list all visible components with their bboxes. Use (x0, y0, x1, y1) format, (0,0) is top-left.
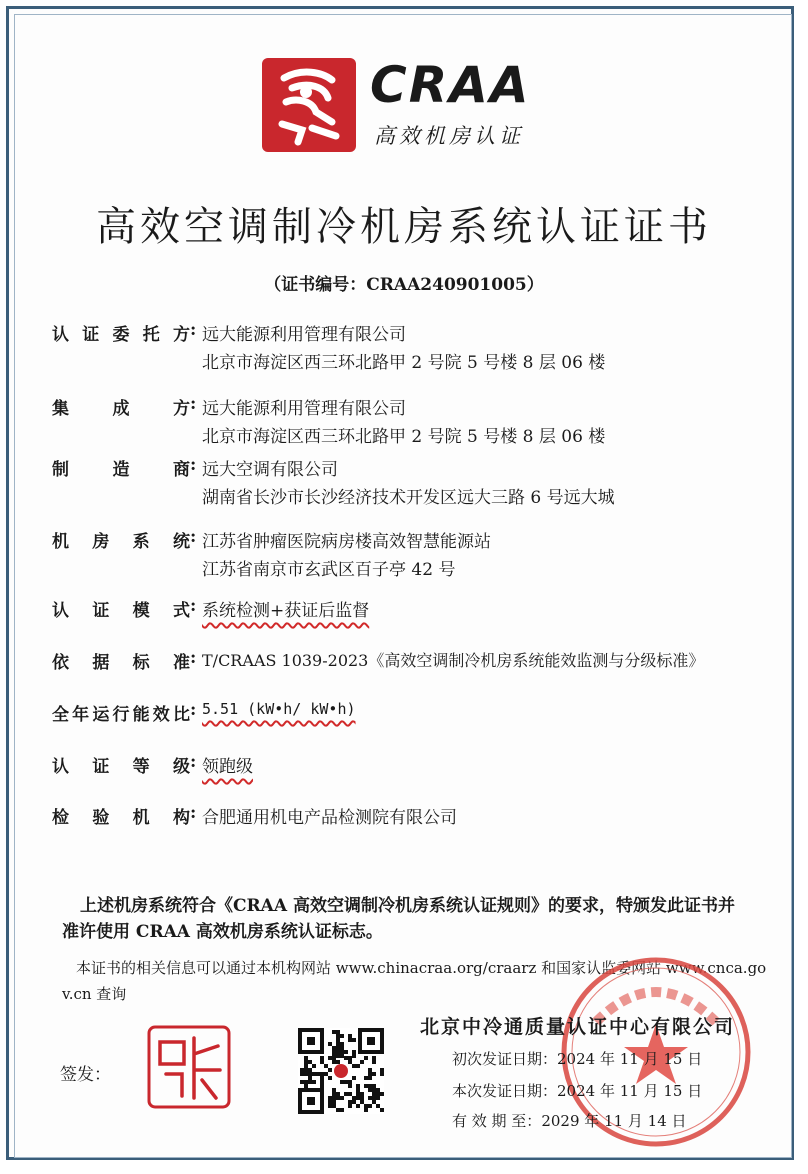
field-label: 检 验 机 构 (52, 808, 190, 828)
field-value: 远大能源利用管理有限公司 (202, 325, 406, 345)
field-label: 依 据 标 准 (52, 653, 190, 673)
field-label: 认 证 模 式 (52, 601, 190, 621)
field-label: 认 证 委 托 方 (52, 325, 190, 345)
field-label: 机 房 系 统 (52, 532, 190, 552)
qr-code-icon[interactable] (298, 1028, 384, 1114)
info-line-1: 本证书的相关信息可以通过本机构网站 www.chinacraa.org/craarz 和国家认监委网站 www.cnca.go (76, 959, 767, 977)
info-line-2: v.cn 查询 (62, 985, 127, 1003)
field-colon: : (190, 648, 197, 668)
date-label: 初次发证日期： (452, 1050, 558, 1068)
craa-logo (262, 52, 562, 152)
field-colon: : (190, 320, 197, 340)
statement-line-1: 上述机房系统符合《CRAA 高效空调制冷机房系统认证规则》的要求，特颁发此证书并 (80, 896, 735, 916)
date-label: 有 效 期 至： (452, 1112, 542, 1130)
field-value: 系统检测+获证后监督 (202, 601, 370, 621)
issuer-name: 北京中冷通质量认证中心有限公司 (420, 1016, 736, 1038)
current-issue-date (452, 1080, 702, 1101)
field-address: 北京市海淀区西三环北路甲 2 号院 5 号楼 8 层 06 楼 (202, 427, 606, 447)
field-colon: : (190, 596, 197, 616)
field-value: 远大能源利用管理有限公司 (202, 399, 406, 419)
field-value: 领跑级 (202, 757, 253, 777)
statement-line-2: 准许使用 CRAA 高效机房系统认证标志。 (62, 922, 383, 942)
date-value: 2024 年 11 月 15 日 (557, 1050, 703, 1068)
field-label: 全 年 运 行 能 效 比 (52, 705, 190, 725)
logo-seal-icon (262, 58, 356, 152)
field-label: 制 造 商 (52, 460, 190, 480)
logo-subtitle: 高效机房认证 (374, 124, 524, 148)
certificate-title: 高效空调制冷机房系统认证证书 (96, 204, 712, 250)
field-colon: : (190, 527, 197, 547)
field-value: T/CRAAS 1039-2023《高效空调制冷机房系统能效监测与分级标准》 (202, 651, 705, 670)
field-address: 湖南省长沙市长沙经济技术开发区远大三路 6 号远大城 (202, 488, 615, 508)
field-label: 认 证 等 级 (52, 757, 190, 777)
field-value: 5.51 (kW•h/ kW•h) (202, 700, 356, 718)
logo-brand-text: CRAA (370, 56, 531, 114)
field-value: 江苏省肿瘤医院病房楼高效智慧能源站 (202, 532, 491, 552)
field-address: 北京市海淀区西三环北路甲 2 号院 5 号楼 8 层 06 楼 (202, 353, 606, 373)
field-label: 集 成 方 (52, 399, 190, 419)
field-colon: : (190, 394, 197, 414)
field-colon: : (190, 700, 197, 720)
certificate-number: （证书编号：CRAA240901005） (264, 275, 544, 295)
field-colon: : (190, 455, 197, 475)
date-label: 本次发证日期： (452, 1082, 558, 1100)
field-address: 江苏省南京市玄武区百子亭 42 号 (202, 560, 456, 580)
field-value: 远大空调有限公司 (202, 460, 338, 480)
field-colon: : (190, 803, 197, 823)
date-value: 2024 年 11 月 15 日 (557, 1082, 703, 1100)
valid-until-date (452, 1110, 687, 1131)
date-value: 2029 年 11 月 14 日 (541, 1112, 687, 1130)
field-colon: : (190, 752, 197, 772)
first-issue-date (452, 1048, 702, 1069)
field-value: 合肥通用机电产品检测院有限公司 (202, 808, 457, 828)
signature-seal-icon (146, 1024, 232, 1110)
sign-label: 签发： (60, 1065, 111, 1085)
